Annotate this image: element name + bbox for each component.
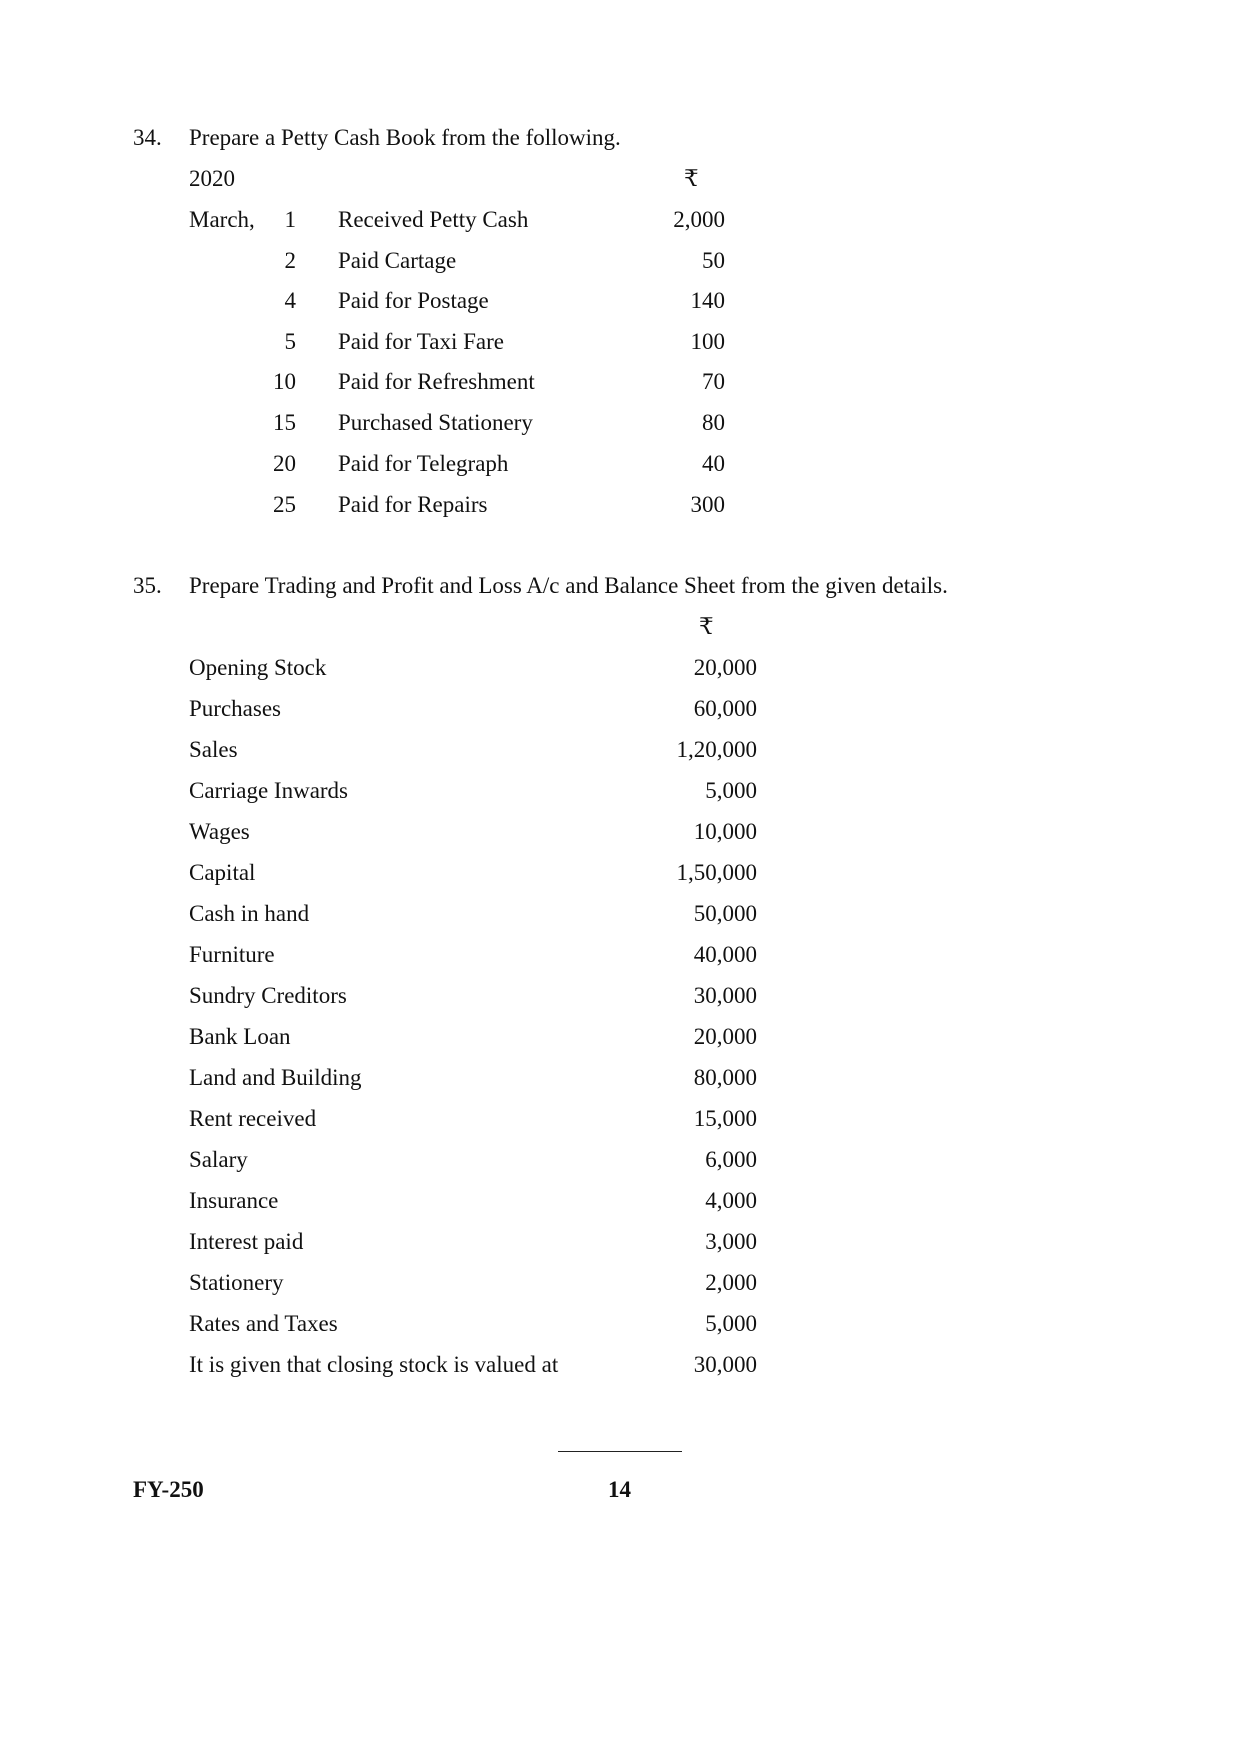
end-of-section-rule bbox=[558, 1451, 682, 1452]
item-amount: 20,000 bbox=[693, 1024, 757, 1049]
currency-symbol: ₹ bbox=[699, 614, 714, 639]
question-number: 34. bbox=[133, 125, 162, 150]
item-amount: 40,000 bbox=[693, 942, 757, 967]
entry-description: Paid for Repairs bbox=[338, 492, 488, 517]
entry-amount: 50 bbox=[702, 248, 725, 273]
item-amount: 60,000 bbox=[693, 696, 757, 721]
question-text: Prepare Trading and Profit and Loss A/c and Balance Sheet from the given details. bbox=[189, 573, 948, 598]
item-amount: 20,000 bbox=[693, 655, 757, 680]
entry-description: Paid for Telegraph bbox=[338, 451, 509, 476]
item-amount: 3,000 bbox=[705, 1229, 757, 1254]
item-label: Cash in hand bbox=[189, 901, 310, 926]
item-amount: 1,20,000 bbox=[676, 737, 757, 762]
entry-amount: 100 bbox=[690, 329, 725, 354]
entry-description: Paid for Refreshment bbox=[338, 369, 535, 394]
entry-amount: 80 bbox=[702, 410, 725, 435]
item-amount: 50,000 bbox=[693, 901, 757, 926]
month-label: March, bbox=[189, 207, 255, 232]
entry-day: 1 bbox=[284, 207, 296, 232]
entry-day: 2 bbox=[284, 248, 296, 273]
item-label: Sundry Creditors bbox=[189, 983, 347, 1008]
item-label: Purchases bbox=[189, 696, 281, 721]
entry-description: Paid for Postage bbox=[338, 288, 489, 313]
entry-amount: 2,000 bbox=[673, 207, 725, 232]
item-label: Carriage Inwards bbox=[189, 778, 349, 803]
currency-symbol: ₹ bbox=[684, 166, 699, 191]
entry-description: Received Petty Cash bbox=[338, 207, 529, 232]
item-label: Insurance bbox=[189, 1188, 279, 1213]
paper-code: FY-250 bbox=[133, 1477, 204, 1502]
item-amount: 15,000 bbox=[693, 1106, 757, 1131]
item-amount: 80,000 bbox=[693, 1065, 757, 1090]
entry-day: 15 bbox=[273, 410, 296, 435]
item-label: Furniture bbox=[189, 942, 275, 967]
item-label: Rates and Taxes bbox=[189, 1311, 338, 1336]
item-label: Salary bbox=[189, 1147, 248, 1172]
entry-day: 20 bbox=[273, 451, 296, 476]
item-label: Sales bbox=[189, 737, 238, 762]
item-label: Rent received bbox=[189, 1106, 317, 1131]
page-number: 14 bbox=[608, 1477, 631, 1502]
item-amount: 2,000 bbox=[705, 1270, 757, 1295]
entry-amount: 300 bbox=[690, 492, 725, 517]
item-label: Wages bbox=[189, 819, 250, 844]
year-label: 2020 bbox=[189, 166, 235, 191]
entry-day: 5 bbox=[284, 329, 296, 354]
item-label: Land and Building bbox=[189, 1065, 362, 1090]
item-amount: 5,000 bbox=[705, 778, 757, 803]
entry-description: Paid Cartage bbox=[338, 248, 457, 273]
item-amount: 4,000 bbox=[705, 1188, 757, 1213]
item-amount: 6,000 bbox=[705, 1147, 757, 1172]
item-amount: 30,000 bbox=[693, 1352, 757, 1377]
item-amount: 1,50,000 bbox=[676, 860, 757, 885]
item-label: Interest paid bbox=[189, 1229, 304, 1254]
item-amount: 30,000 bbox=[693, 983, 757, 1008]
item-label: Opening Stock bbox=[189, 655, 327, 680]
entry-amount: 40 bbox=[702, 451, 725, 476]
entry-description: Purchased Stationery bbox=[338, 410, 533, 435]
entry-day: 25 bbox=[273, 492, 296, 517]
item-label: It is given that closing stock is valued at bbox=[189, 1352, 559, 1377]
question-text: Prepare a Petty Cash Book from the following. bbox=[189, 125, 621, 150]
entry-day: 4 bbox=[284, 288, 296, 313]
entry-amount: 70 bbox=[702, 369, 725, 394]
question-number: 35. bbox=[133, 573, 162, 598]
item-label: Capital bbox=[189, 860, 256, 885]
item-label: Stationery bbox=[189, 1270, 284, 1295]
item-amount: 5,000 bbox=[705, 1311, 757, 1336]
entry-amount: 140 bbox=[690, 288, 725, 313]
item-amount: 10,000 bbox=[693, 819, 757, 844]
item-label: Bank Loan bbox=[189, 1024, 291, 1049]
entry-day: 10 bbox=[273, 369, 296, 394]
entry-description: Paid for Taxi Fare bbox=[338, 329, 504, 354]
